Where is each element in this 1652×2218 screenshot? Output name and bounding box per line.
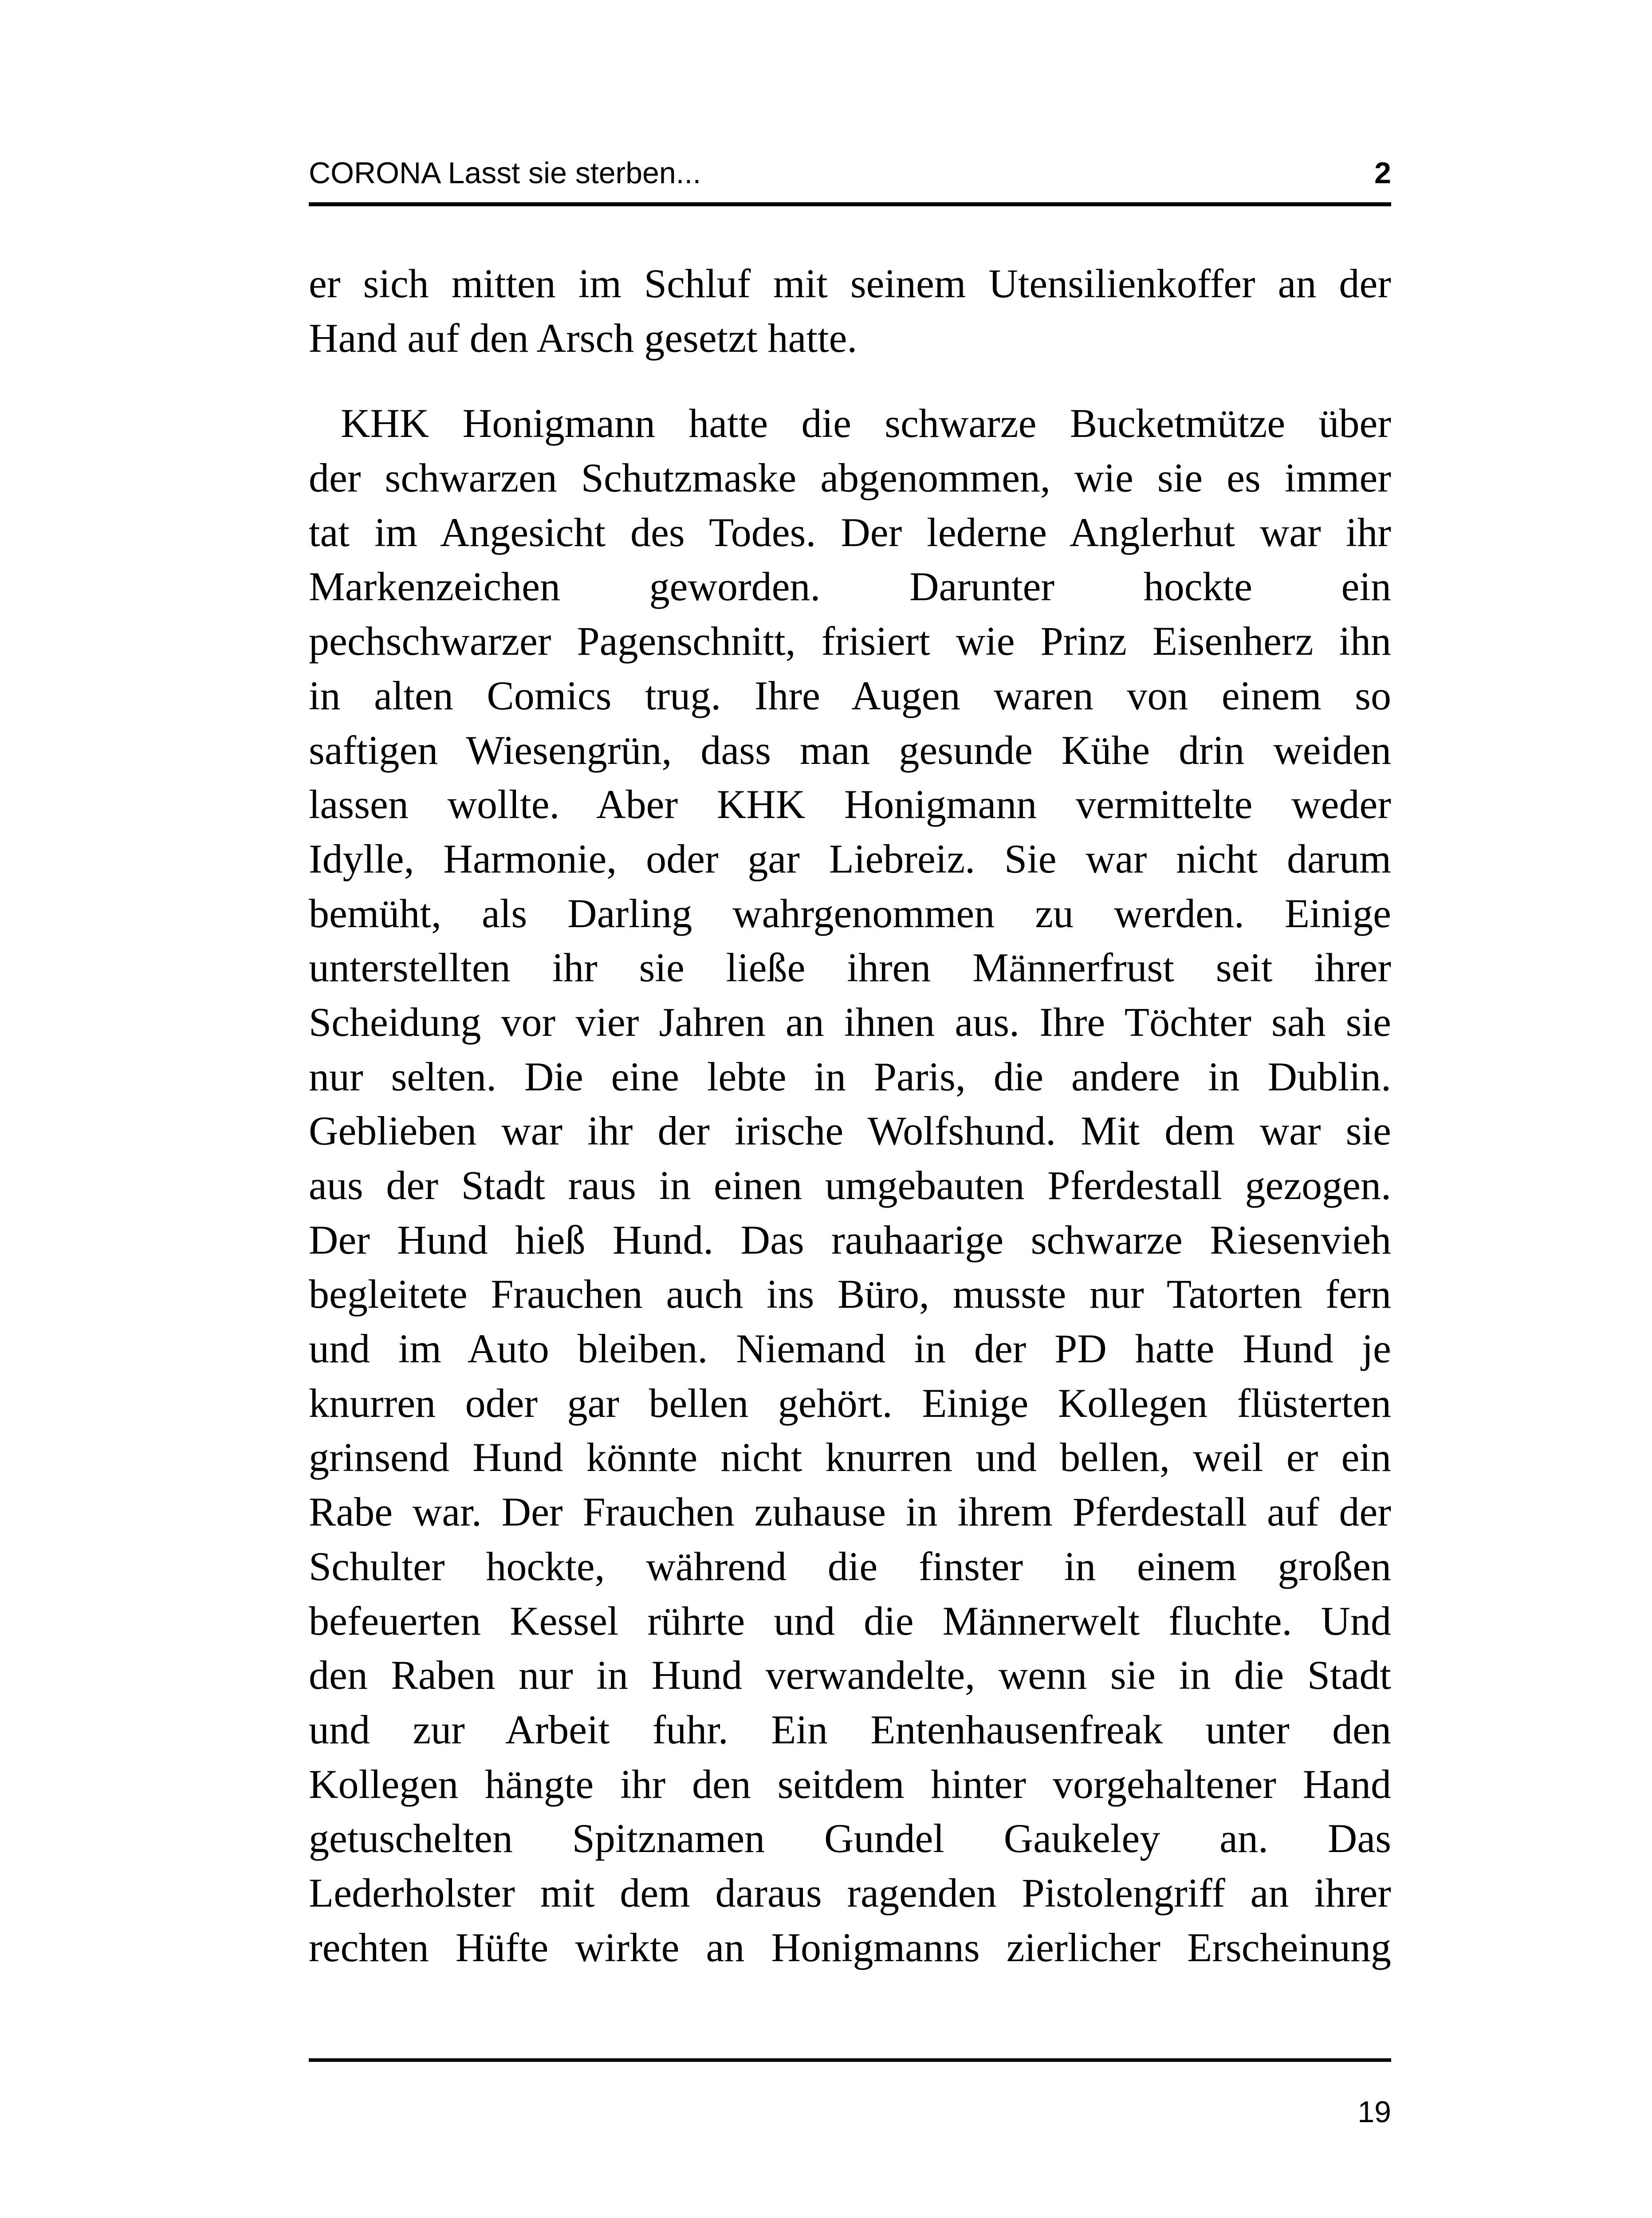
text-line: bemüht, als Darling wahrgenommen zu werden. Einige (309, 890, 1391, 936)
text-line: Scheidung vor vier Jahren an ihnen aus. Ihre Töchter sah sie (309, 999, 1391, 1045)
text-line: Lederholster mit dem daraus ragenden Pistolengriff an ihrer (309, 1870, 1391, 1915)
book-title: CORONA Lasst sie sterben... (309, 156, 701, 190)
text-line: Schulter hockte, während die finster in einem großen (309, 1543, 1391, 1589)
text-line: und im Auto bleiben. Niemand in der PD hatte Hund je (309, 1326, 1391, 1372)
text-line: Geblieben war ihr der irische Wolfshund. Mit dem war sie (309, 1108, 1391, 1154)
book-page (309, 0, 1391, 2147)
text-line: er sich mitten im Schluf mit seinem Utensilienkoffer an der (309, 261, 1391, 306)
text-line: in alten Comics trug. Ihre Augen waren von einem so (309, 672, 1391, 718)
body-text (309, 256, 1391, 1974)
text-line: und zur Arbeit fuhr. Ein Entenhausenfreak unter den (309, 1707, 1391, 1752)
text-line: aus der Stadt raus in einen umgebauten Pferdestall gezogen. (309, 1163, 1391, 1208)
running-header (309, 153, 1391, 193)
text-line: begleitete Frauchen auch ins Büro, musste nur Tatorten fern (309, 1271, 1391, 1317)
text-line: grinsend Hund könnte nicht knurren und bellen, weil er ein (309, 1435, 1391, 1480)
page-number: 19 (1357, 2095, 1391, 2129)
text-line: Markenzeichen geworden. Darunter hockte ein (309, 564, 1391, 610)
text-line: den Raben nur in Hund verwandelte, wenn sie in die Stadt (309, 1652, 1391, 1698)
text-line: rechten Hüfte wirkte an Honigmanns zierlicher Erscheinung (309, 1924, 1391, 1970)
text-line: Kollegen hängte ihr den seitdem hinter vorgehaltener Hand (309, 1761, 1391, 1807)
text-line: befeuerten Kessel rührte und die Männerwelt fluchte. Und (309, 1598, 1391, 1644)
paragraph-gap (309, 365, 1391, 396)
paragraph (309, 396, 1391, 1974)
text-line: Hand auf den Arsch gesetzt hatte. (309, 315, 857, 361)
text-line: tat im Angesicht des Todes. Der lederne Anglerhut war ihr (309, 509, 1391, 555)
text-line: pechschwarzer Pagenschnitt, frisiert wie Prinz Eisenherz ihn (309, 618, 1391, 664)
text-line: unterstellten ihr sie ließe ihren Männerfrust seit ihrer (309, 945, 1391, 991)
header-rule (309, 202, 1391, 206)
text-line: Idylle, Harmonie, oder gar Liebreiz. Sie war nicht darum (309, 836, 1391, 881)
text-line: getuschelten Spitznamen Gundel Gaukeley an. Das (309, 1816, 1391, 1861)
text-line: KHK Honigmann hatte die schwarze Bucketmütze über (341, 401, 1391, 446)
text-line: lassen wollte. Aber KHK Honigmann vermittelte weder (309, 782, 1391, 827)
text-line: Der Hund hieß Hund. Das rauhaarige schwarze Riesenvieh (309, 1217, 1391, 1262)
chapter-number: 2 (1374, 156, 1391, 190)
text-line: saftigen Wiesengrün, dass man gesunde Kühe drin weiden (309, 727, 1391, 773)
paragraph (309, 256, 1391, 365)
footer-rule (309, 2058, 1391, 2062)
text-line: nur selten. Die eine lebte in Paris, die andere in Dublin. (309, 1054, 1391, 1099)
text-line: der schwarzen Schutzmaske abgenommen, wie sie es immer (309, 455, 1391, 501)
text-line: Rabe war. Der Frauchen zuhause in ihrem Pferdestall auf der (309, 1489, 1391, 1535)
text-line: knurren oder gar bellen gehört. Einige Kollegen flüsterten (309, 1380, 1391, 1426)
